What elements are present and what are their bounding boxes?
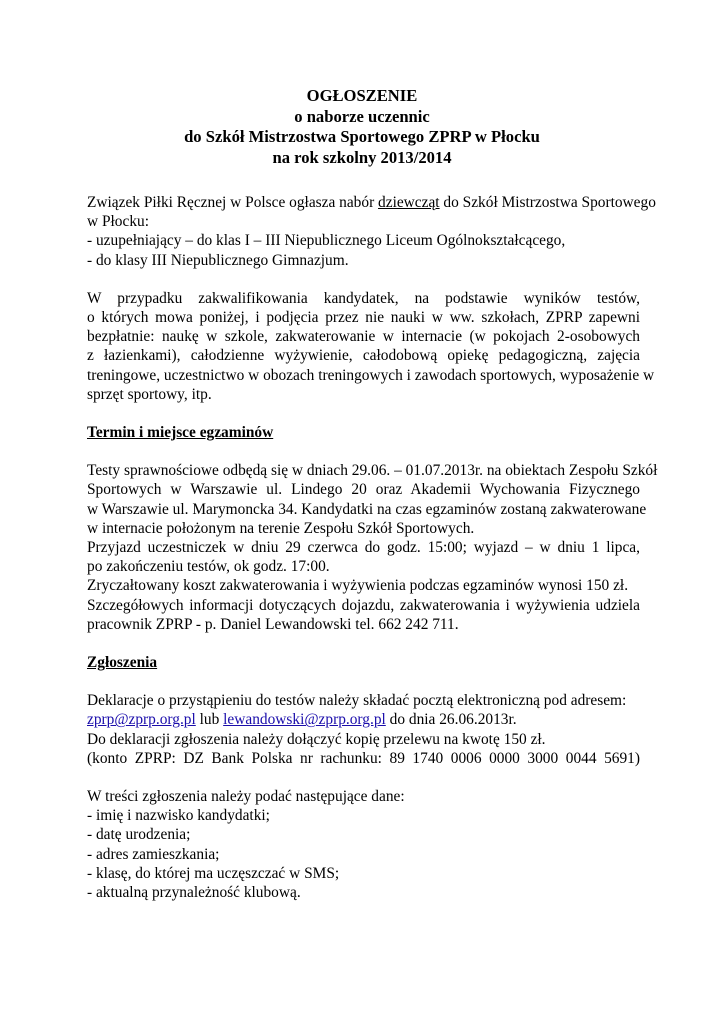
exams-line: po zakończeniu testów, ok godz. 17:00. <box>87 558 330 576</box>
list-item: - imię i nazwisko kandydatki; <box>87 807 270 825</box>
exams-line: Testy sprawnościowe odbędą się w dniach 29.06. – 01.07.2013r. na obiektach Zespołu Szkół <box>87 462 658 480</box>
exams-line: pracownik ZPRP - p. Daniel Lewandowski tel. 662 242 711. <box>87 615 459 633</box>
list-item: - klasę, do której ma uczęszczać w SMS; <box>87 864 340 882</box>
list-item: - aktualną przynależność klubową. <box>87 884 301 902</box>
benefits-line: z łazienkami), całodzienne wyżywienie, całodobową opiekę pedagogiczną, zajęcia <box>87 347 640 365</box>
applications-line-2: zprp@zprp.org.pl lub lewandowski@zprp.org.pl do dnia 26.06.2013r. <box>87 711 517 729</box>
benefits-line: o których mowa poniżej, i podjęcia przez nie nauki w ww. szkołach, ZPRP zapewni <box>87 309 640 327</box>
intro-paragraph <box>87 193 656 270</box>
exams-line: Przyjazd uczestniczek w dniu 29 czerwca do godz. 15:00; wyjazd – w dniu 1 lipca, <box>87 539 640 557</box>
title-line-2: o naborze uczennic <box>294 106 430 126</box>
requirements-section <box>87 787 640 902</box>
exams-line: Zryczałtowany koszt zakwaterowania i wyżywienia podczas egzaminów wynosi 150 zł. <box>87 577 629 595</box>
applications-paragraph <box>87 691 640 768</box>
exams-line: w Warszawie ul. Marymoncka 34. Kandydatki na czas egzaminów zostaną zakwaterowane <box>87 500 647 518</box>
title-line-1: OGŁOSZENIE <box>306 86 418 105</box>
benefits-line: bezpłatnie: naukę w szkole, zakwaterowanie w internacie (w pokojach 2-osobowych <box>87 328 640 346</box>
list-item: - datę urodzenia; <box>87 826 191 844</box>
exams-line: Szczegółowych informacji dotyczących dojazdu, zakwaterowania i wyżywienia udziela <box>87 596 640 614</box>
email-link-lewandowski[interactable]: lewandowski@zprp.org.pl <box>223 711 386 729</box>
intro-line-1: Związek Piłki Ręcznej w Polsce ogłasza nabór dziewcząt do Szkół Mistrzostwa Sportowego <box>87 194 656 211</box>
document-body <box>87 193 658 902</box>
emphasis-girls: dziewcząt <box>378 194 440 211</box>
benefits-line: treningowe, uczestnictwo w obozach treningowych i zawodach sportowych, wyposażenie w <box>87 366 655 384</box>
benefits-line: sprzęt sportowy, itp. <box>87 385 212 403</box>
exams-line: Sportowych w Warszawie ul. Lindego 20 oraz Akademii Wychowania Fizycznego <box>87 481 640 499</box>
document-title <box>0 86 724 168</box>
intro-line-2: w Płocku: <box>87 213 149 231</box>
applications-line-3: Do deklaracji zgłoszenia należy dołączyć kopię przelewu na kwotę 150 zł. <box>87 730 546 748</box>
section-heading-applications: Zgłoszenia <box>87 654 158 672</box>
intro-line-3: - uzupełniający – do klas I – III Niepublicznego Liceum Ogólnokształcącego, <box>87 232 566 250</box>
benefits-line: W przypadku zakwalifikowania kandydatek, na podstawie wyników testów, <box>87 289 640 307</box>
benefits-paragraph <box>87 289 655 404</box>
list-item: - adres zamieszkania; <box>87 845 220 863</box>
title-line-4: na rok szkolny 2013/2014 <box>272 147 452 167</box>
exams-paragraph <box>87 461 658 634</box>
requirements-intro: W treści zgłoszenia należy podać następujące dane: <box>87 788 405 806</box>
email-link-zprp[interactable]: zprp@zprp.org.pl <box>87 711 196 729</box>
intro-line-4: - do klasy III Niepublicznego Gimnazjum. <box>87 251 349 269</box>
section-heading-exams: Termin i miejsce egzaminów <box>87 424 274 442</box>
exams-line: w internacie położonym na terenie Zespołu Szkół Sportowych. <box>87 519 475 537</box>
bank-account-line: (konto ZPRP: DZ Bank Polska nr rachunku: 89 1740 0006 0000 3000 0044 5691) <box>87 749 640 767</box>
title-line-3: do Szkół Mistrzostwa Sportowego ZPRP w Płocku <box>184 127 540 146</box>
applications-line-1: Deklaracje o przystąpieniu do testów należy składać pocztą elektroniczną pod adresem: <box>87 692 627 710</box>
